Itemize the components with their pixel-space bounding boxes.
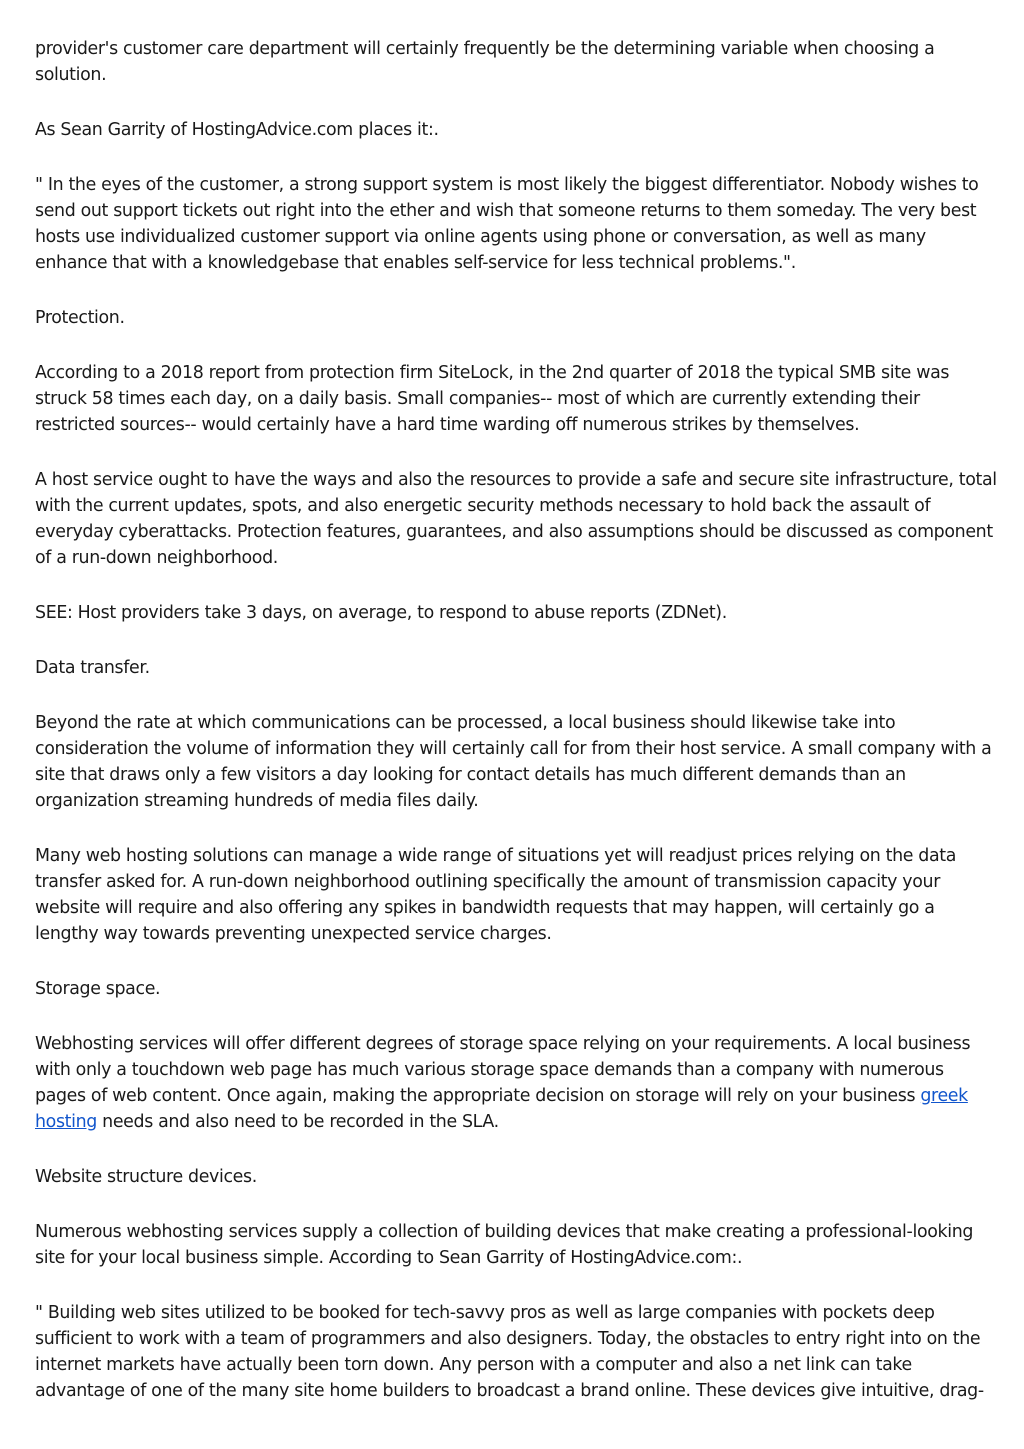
paragraph-builders-quote: " Building web sites utilized to be booked for tech-savvy pros as well as large companies with pockets deep sufficient to work with a team of programmers and also designers. Today, the obstacles to entry right into on the internet markets have actually been torn down. Any person with a computer and also a net link can take advantage of one of the many site home builders to broadcast a brand online. These devices give intuitive, drag- [35,1303,984,1401]
greek-hosting-link[interactable]: greek hosting [35,1086,968,1132]
paragraph-storage-levels [35,1031,997,1135]
paragraph-host-security: A host service ought to have the ways and also the resources to provide a safe and secure site infrastructure, total with the current updates, spots, and also energetic security methods necessary to hold back the assault of everyday cyberattacks. Protection features, guarantees, and also assumptions should be discussed as component of a run-down neighborhood. [35,470,997,568]
document-body [35,36,997,1433]
section-heading-data-transfer: Data transfer. [35,658,150,678]
paragraph-building-tools: Numerous webhosting services supply a collection of building devices that make creating a professional-looking site for your local business simple. According to Sean Garrity of HostingAdvice.com:. [35,1222,974,1268]
paragraph-quote-attribution: As Sean Garrity of HostingAdvice.com places it:. [35,120,439,140]
paragraph-bandwidth-pricing: Many web hosting solutions can manage a wide range of situations yet will readjust prices relying on the data transfer asked for. A run-down neighborhood outlining specifically the amount of transmission capacity your website will require and also offering any spikes in bandwidth requests that may happen, will certainly go a lengthy way towards preventing unexpected service charges. [35,846,957,944]
paragraph-see-reference: SEE: Host providers take 3 days, on average, to respond to abuse reports (ZDNet). [35,603,727,623]
paragraph-support-quote: " In the eyes of the customer, a strong support system is most likely the biggest differentiator. Nobody wishes to send out support tickets out right into the ether and wish that someone returns to them someday. The very best hosts use individualized customer support via online agents using phone or conversation, as well as many enhance that with a knowledgebase that enables self-service for less technical problems.". [35,175,979,273]
storage-text-after-link: needs and also need to be recorded in the SLA. [96,1112,499,1132]
section-heading-protection: Protection. [35,308,125,328]
paragraph-data-volume: Beyond the rate at which communications can be processed, a local business should likewise take into consideration the volume of information they will certainly call for from their host service. A small company with a site that draws only a few visitors a day looking for contact details has much different demands than an organization streaming hundreds of media files daily. [35,713,992,811]
paragraph-intro-continuation: provider's customer care department will certainly frequently be the determining variable when choosing a solution. [35,39,935,85]
section-heading-storage: Storage space. [35,979,161,999]
section-heading-site-builders: Website structure devices. [35,1167,257,1187]
paragraph-sitelock-report: According to a 2018 report from protection firm SiteLock, in the 2nd quarter of 2018 the typical SMB site was struck 58 times each day, on a daily basis. Small companies-- most of which are currently extending their restricted sources-- would certainly have a hard time warding off numerous strikes by themselves. [35,363,950,435]
storage-text-before-link: Webhosting services will offer different degrees of storage space relying on your requirements. A local business with only a touchdown web page has much various storage space demands than a company with numerous pages of web content. Once again, making the appropriate decision on storage will rely on your business [35,1034,971,1106]
